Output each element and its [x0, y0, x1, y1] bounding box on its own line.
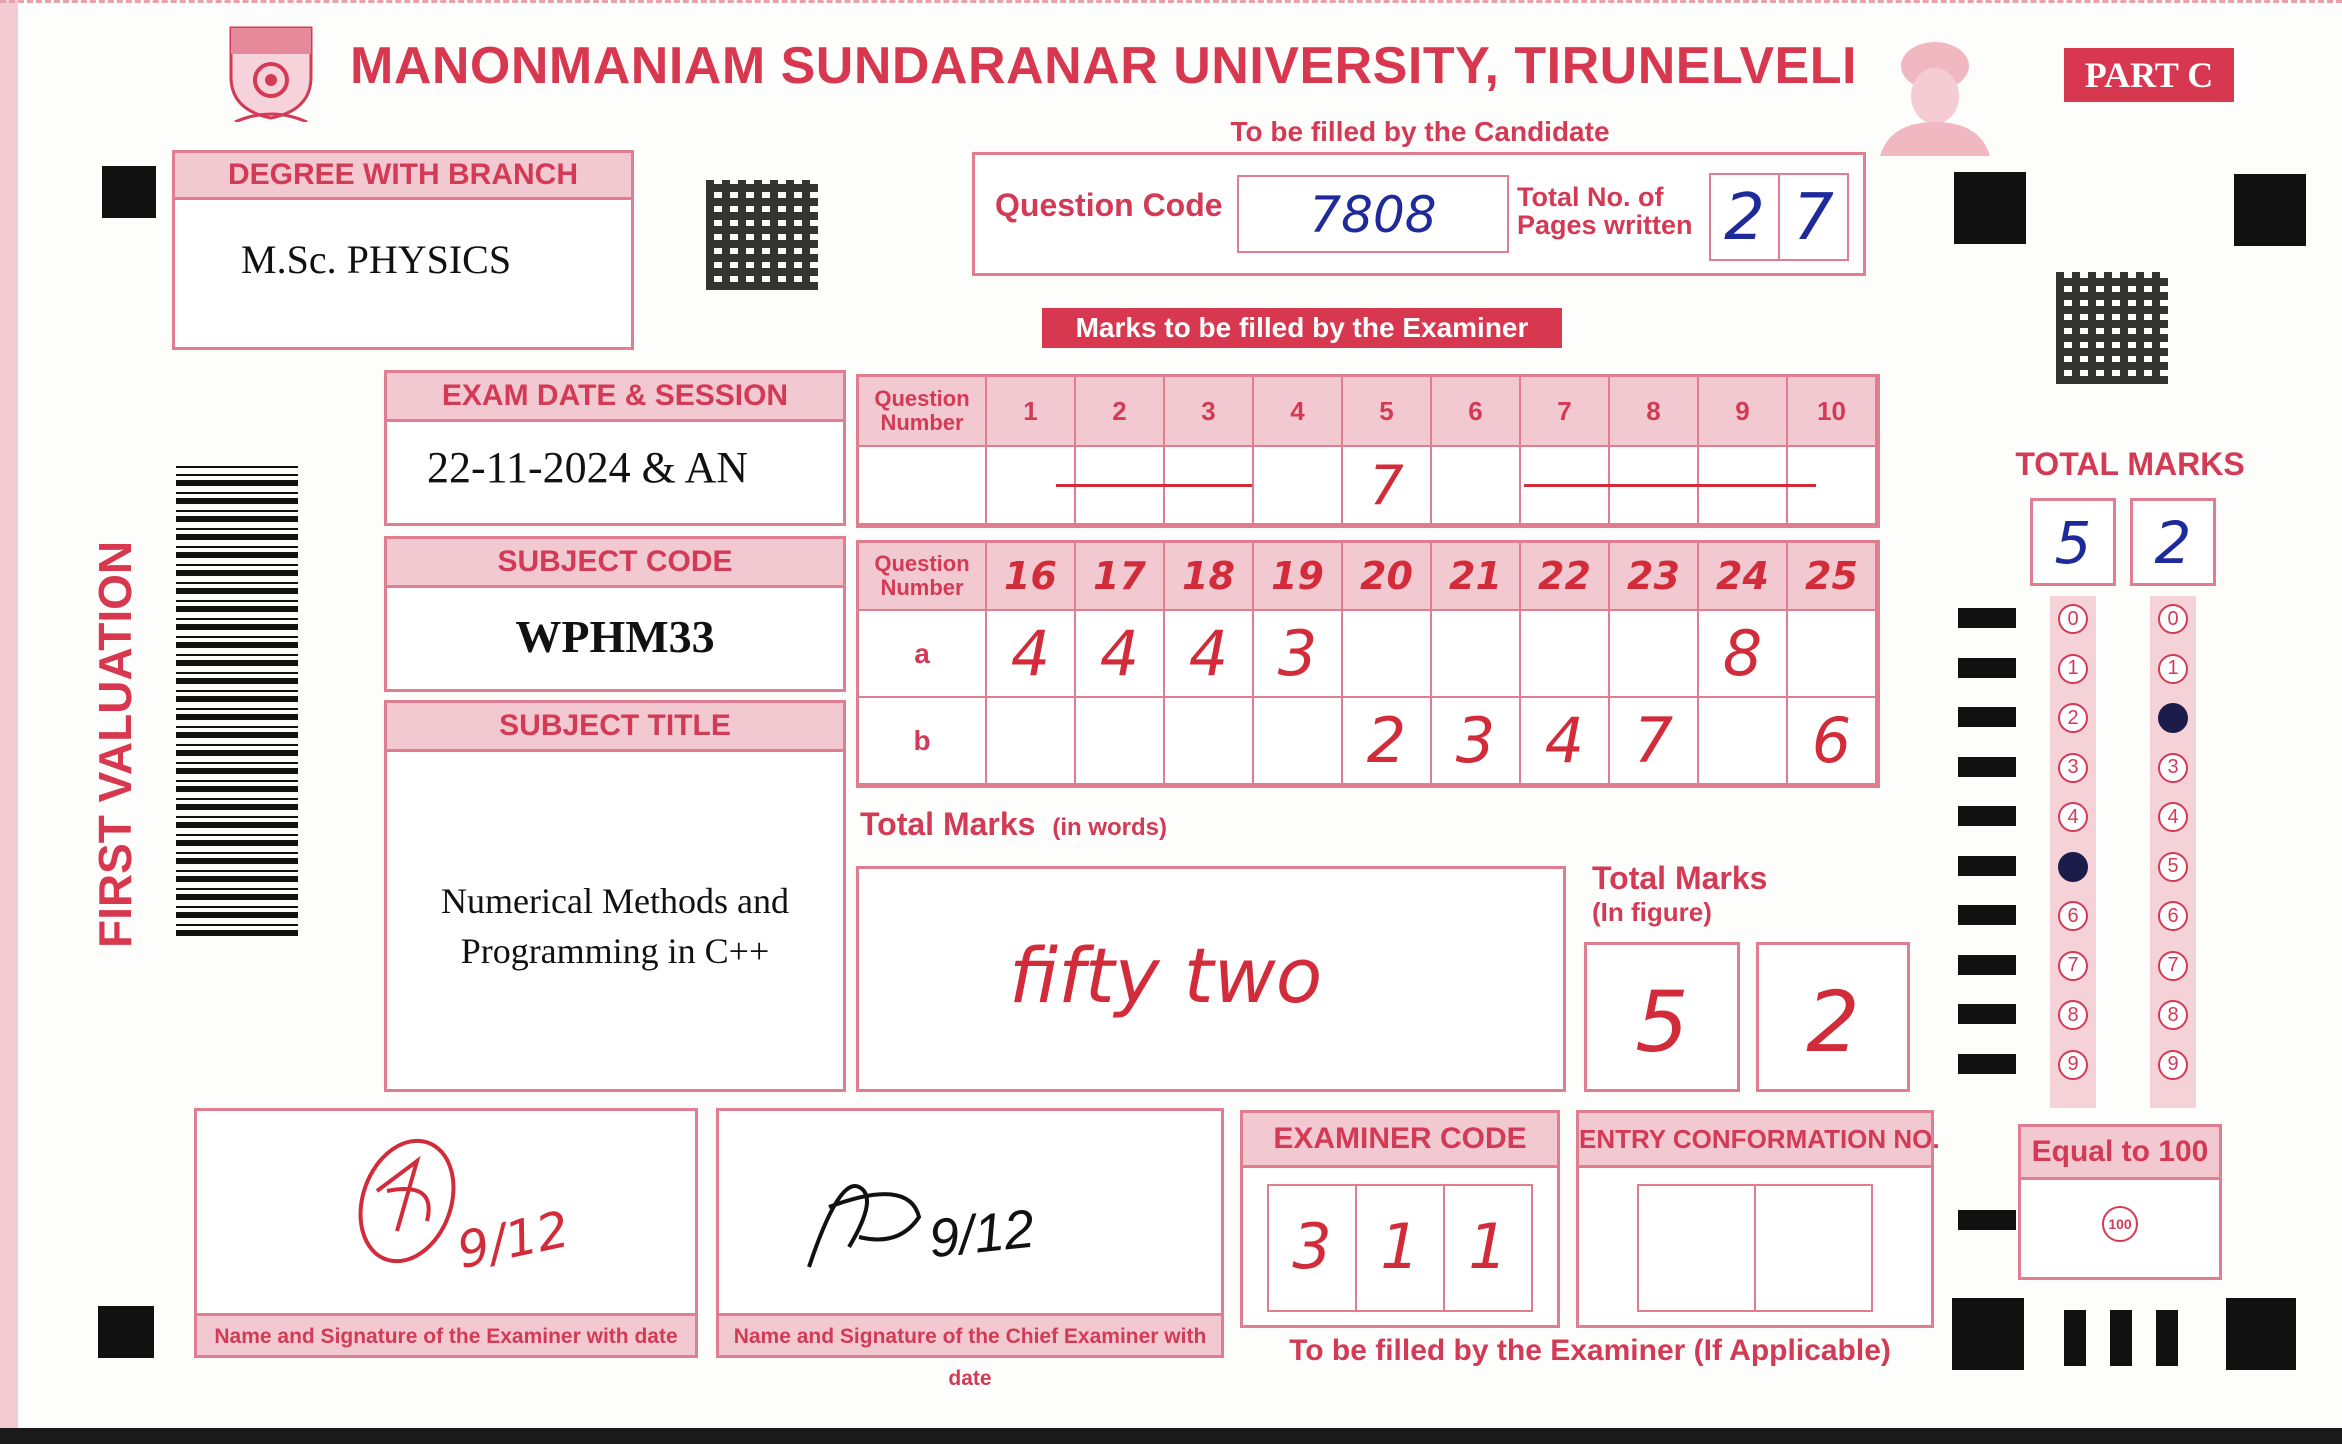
tens-bubble-5[interactable]: 5 — [2058, 852, 2088, 882]
university-title: MANONMANIAM SUNDARANAR UNIVERSITY, TIRUNELVELI — [350, 37, 1857, 95]
question-number: 6 — [1432, 377, 1521, 447]
examiner-banner: Marks to be filled by the Examiner — [1042, 308, 1562, 348]
timing-mark — [1958, 905, 2016, 925]
timing-mark — [1958, 856, 2016, 876]
question-number-header: Question Number — [859, 377, 987, 447]
examiner-signature-date: 9/12 — [452, 1199, 575, 1281]
subject-title-box — [384, 700, 846, 1092]
alignment-marker — [2234, 174, 2306, 246]
alignment-marker — [2226, 1298, 2296, 1370]
timing-mark — [1958, 658, 2016, 678]
question-number: 16 — [987, 543, 1076, 611]
candidate-note: To be filled by the Candidate — [1230, 116, 1610, 147]
subject-title-line1: Numerical Methods and — [441, 881, 789, 921]
chief-signature-box[interactable] — [716, 1108, 1224, 1390]
mark-row-label — [859, 447, 987, 525]
mark-cell[interactable] — [1432, 447, 1521, 525]
mark-cell-b[interactable]: 4 — [1521, 698, 1610, 785]
examiner-code-label: EXAMINER CODE — [1243, 1113, 1557, 1168]
units-bubble-4[interactable]: 4 — [2158, 802, 2188, 832]
examiner-signature-box[interactable] — [194, 1108, 698, 1358]
timing-mark — [2156, 1310, 2178, 1366]
units-bubble-9[interactable]: 9 — [2158, 1050, 2188, 1080]
timing-mark — [1958, 608, 2016, 628]
units-bubble-5[interactable]: 5 — [2158, 852, 2188, 882]
mark-cell-a[interactable]: 4 — [987, 611, 1076, 698]
question-code-value: 7808 — [1309, 186, 1437, 244]
row-a-label: a — [859, 611, 987, 698]
alignment-marker — [102, 166, 156, 218]
total-figure-units-value: 2 — [1806, 973, 1860, 1071]
mark-cell-b[interactable] — [1076, 698, 1165, 785]
question-number: 17 — [1076, 543, 1165, 611]
mark-cell-a[interactable] — [1610, 611, 1699, 698]
tens-bubble-1[interactable]: 1 — [2058, 654, 2088, 684]
total-marks-units-value: 2 — [2154, 509, 2192, 577]
tens-bubble-6[interactable]: 6 — [2058, 901, 2088, 931]
chief-signature-caption: Name and Signature of the Chief Examiner with date — [719, 1313, 1221, 1355]
entry-conformation-box — [1576, 1110, 1940, 1328]
pages-label — [1517, 183, 1693, 239]
total-marks-units-box[interactable] — [2130, 498, 2216, 586]
alignment-marker — [1952, 1298, 2024, 1370]
qr-code-icon — [706, 180, 818, 290]
alignment-marker — [98, 1306, 154, 1358]
question-number: 18 — [1165, 543, 1254, 611]
timing-mark — [1958, 1210, 2016, 1230]
timing-mark — [1958, 757, 2016, 777]
alignment-marker — [1954, 172, 2026, 244]
mark-cell-b[interactable] — [1699, 698, 1788, 785]
pages-label-line1: Total No. of — [1517, 182, 1664, 212]
units-bubble-2[interactable]: 2 — [2158, 703, 2188, 733]
total-words-value: fifty two — [1009, 931, 1323, 1020]
question-number: 4 — [1254, 377, 1343, 447]
subject-title-value — [387, 752, 843, 976]
question-number: 19 — [1254, 543, 1343, 611]
equal-to-100-label: Equal to 100 — [2021, 1127, 2219, 1180]
question-number: 20 — [1343, 543, 1432, 611]
total-marks-tens-box[interactable] — [2030, 498, 2116, 586]
equal-to-100-box — [2018, 1124, 2222, 1280]
question-number: 7 — [1521, 377, 1610, 447]
mark-cell-a[interactable]: 3 — [1254, 611, 1343, 698]
question-number: 25 — [1788, 543, 1877, 611]
timing-mark — [1958, 1054, 2016, 1074]
mark-cell-a[interactable] — [1432, 611, 1521, 698]
exam-date-value: 22-11-2024 & AN — [427, 443, 749, 492]
entry-conformation-label: ENTRY CONFORMATION NO. — [1579, 1113, 1931, 1168]
marks-grid-bottom — [856, 540, 1880, 788]
units-bubble-0[interactable]: 0 — [2158, 604, 2188, 634]
tens-bubble-3[interactable]: 3 — [2058, 753, 2088, 783]
mark-cell-a[interactable]: 4 — [1165, 611, 1254, 698]
total-figure-tens[interactable] — [1584, 942, 1740, 1092]
entry-conformation-cell[interactable] — [1756, 1186, 1871, 1310]
question-number: 3 — [1165, 377, 1254, 447]
mark-cell-a[interactable] — [1343, 611, 1432, 698]
marks-grid-top — [856, 374, 1880, 528]
mark-cell-b[interactable] — [1254, 698, 1343, 785]
mark-cell-b[interactable]: 3 — [1432, 698, 1521, 785]
subject-code-box — [384, 536, 846, 692]
question-number: 21 — [1432, 543, 1521, 611]
left-margin-stripe — [0, 0, 18, 1444]
examiner-code-digit: 1 — [1468, 1210, 1508, 1283]
question-code-label: Question Code — [995, 187, 1223, 223]
question-code-box — [972, 152, 1866, 276]
mark-cell-b[interactable] — [987, 698, 1076, 785]
question-number: 10 — [1788, 377, 1877, 447]
units-bubble-7[interactable]: 7 — [2158, 951, 2188, 981]
question-number: 23 — [1610, 543, 1699, 611]
exam-date-box — [384, 370, 846, 526]
tens-bubble-0[interactable]: 0 — [2058, 604, 2088, 634]
units-bubble-8[interactable]: 8 — [2158, 1000, 2188, 1030]
entry-conformation-fields[interactable] — [1637, 1184, 1873, 1312]
examiner-code-digit: 3 — [1269, 1186, 1357, 1310]
timing-mark — [2064, 1310, 2086, 1366]
qr-code-icon — [2056, 272, 2168, 384]
mark-cell[interactable]: 7 — [1343, 447, 1432, 525]
examiner-signature-caption: Name and Signature of the Examiner with date — [197, 1313, 695, 1355]
examiner-code-digits[interactable] — [1267, 1184, 1533, 1312]
bottom-edge — [0, 1428, 2342, 1444]
barcode-icon — [176, 466, 298, 936]
degree-box — [172, 150, 634, 350]
footer-note: To be filled by the Examiner (If Applicable) — [1289, 1334, 1891, 1367]
pages-digit-box[interactable] — [1709, 173, 1849, 261]
equal-to-100-bubble[interactable]: 100 — [2021, 1180, 2219, 1242]
question-number-header: Question Number — [859, 543, 987, 611]
timing-mark — [1958, 1004, 2016, 1024]
strike-line — [1524, 484, 1816, 487]
pages-digit-tens: 2 — [1711, 175, 1780, 259]
mark-cell[interactable] — [1254, 447, 1343, 525]
subject-title-label: SUBJECT TITLE — [387, 703, 843, 752]
tens-bubble-7[interactable]: 7 — [2058, 951, 2088, 981]
part-badge: PART C — [2064, 48, 2234, 102]
founder-portrait — [1870, 30, 2000, 156]
total-words-field[interactable] — [856, 866, 1566, 1092]
pages-digit-units: 7 — [1793, 181, 1834, 255]
units-bubble-1[interactable]: 1 — [2158, 654, 2188, 684]
row-b-label: b — [859, 698, 987, 785]
mark-cell-b[interactable] — [1165, 698, 1254, 785]
first-valuation-label: FIRST VALUATION — [89, 540, 141, 948]
question-number: 22 — [1521, 543, 1610, 611]
question-code-field[interactable] — [1237, 175, 1509, 253]
question-number: 1 — [987, 377, 1076, 447]
units-bubble-3[interactable]: 3 — [2158, 753, 2188, 783]
total-figure-units[interactable] — [1756, 942, 1910, 1092]
subject-title-line2: Programming in C++ — [460, 931, 770, 971]
mark-cell-a[interactable] — [1521, 611, 1610, 698]
mark-cell-b[interactable]: 6 — [1788, 698, 1877, 785]
subject-code-label: SUBJECT CODE — [387, 539, 843, 588]
exam-date-label: EXAM DATE & SESSION — [387, 373, 843, 422]
mark-cell-b[interactable]: 2 — [1343, 698, 1432, 785]
units-bubble-column — [2150, 596, 2196, 1108]
question-number: 8 — [1610, 377, 1699, 447]
university-crest-icon — [225, 22, 317, 122]
total-figure-tens-value: 5 — [1635, 973, 1689, 1071]
tens-bubble-column — [2050, 596, 2096, 1108]
mark-cell-a[interactable]: 8 — [1699, 611, 1788, 698]
examiner-code-digit: 1 — [1357, 1186, 1445, 1310]
question-number: 2 — [1076, 377, 1165, 447]
total-marks-panel-label: TOTAL MARKS — [2015, 446, 2245, 482]
question-number: 5 — [1343, 377, 1432, 447]
chief-signature-date: 9/12 — [926, 1198, 1037, 1270]
mark-cell-a[interactable]: 4 — [1076, 611, 1165, 698]
units-bubble-6[interactable]: 6 — [2158, 901, 2188, 931]
strike-line — [1056, 484, 1252, 487]
timing-mark — [2110, 1310, 2132, 1366]
degree-label: DEGREE WITH BRANCH — [175, 153, 631, 200]
question-number: 24 — [1699, 543, 1788, 611]
total-figure-label: Total Marks (In figure) — [1592, 860, 1768, 927]
timing-mark — [1958, 806, 2016, 826]
total-words-label: Total Marks (in words) — [860, 806, 1167, 842]
question-number: 9 — [1699, 377, 1788, 447]
top-dashed-edge — [0, 0, 2342, 4]
tens-bubble-8[interactable]: 8 — [2058, 1000, 2088, 1030]
tens-bubble-9[interactable]: 9 — [2058, 1050, 2088, 1080]
timing-mark — [1958, 707, 2016, 727]
total-marks-tens-value: 5 — [2054, 509, 2092, 577]
pages-label-line2: Pages written — [1517, 210, 1693, 240]
examiner-code-box — [1240, 1110, 1560, 1328]
entry-conformation-cell[interactable] — [1639, 1186, 1756, 1310]
mark-cell-a[interactable] — [1788, 611, 1877, 698]
subject-code-value: WPHM33 — [515, 611, 715, 662]
degree-value: M.Sc. PHYSICS — [241, 237, 512, 282]
timing-marks — [1958, 608, 2018, 1078]
tens-bubble-2[interactable]: 2 — [2058, 703, 2088, 733]
timing-mark — [1958, 955, 2016, 975]
mark-cell-b[interactable]: 7 — [1610, 698, 1699, 785]
tens-bubble-4[interactable]: 4 — [2058, 802, 2088, 832]
